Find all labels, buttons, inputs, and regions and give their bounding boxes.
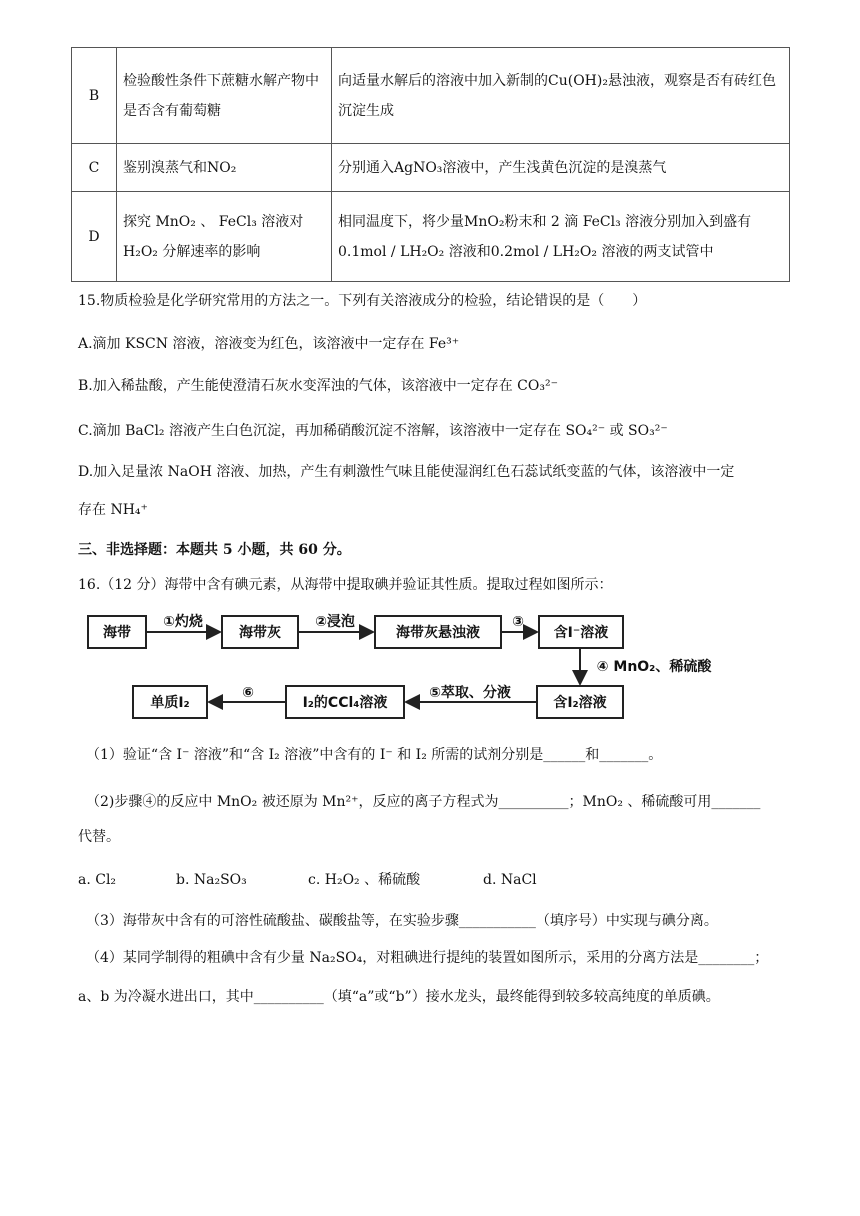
flow-box-label: 含I⁻溶液	[553, 625, 609, 641]
experiment-method: 分别通入AgNO₃溶液中，产生浅黄色沉淀的是溴蒸气	[332, 144, 790, 192]
question-16-part-2-continued: 代替。	[78, 829, 120, 845]
experiment-method: 向适量水解后的溶液中加入新制的Cu(OH)₂悬浊液，观察是否有砖红色沉淀生成	[332, 48, 790, 144]
answer-options	[78, 870, 537, 890]
question-16-part-1: （1）验证“含 I⁻ 溶液”和“含 I₂ 溶液”中含有的 I⁻ 和 I₂ 所需的试剂分别是______和_______。	[86, 747, 663, 763]
flow-step-label: ⑤萃取、分液	[429, 685, 511, 701]
option-b: B.加入稀盐酸，产生能使澄清石灰水变浑浊的气体，该溶液中一定存在 CO₃²⁻	[78, 378, 558, 394]
question-16-part-4: （4）某同学制得的粗碘中含有少量 Na₂SO₄，对粗碘进行提纯的装置如图所示，采用的分离方法是________；	[86, 950, 769, 966]
experiment-purpose: 探究 MnO₂ 、 FeCl₃ 溶液对 H₂O₂ 分解速率的影响	[117, 192, 332, 282]
option-d: D.加入足量浓 NaOH 溶液、加热，产生有刺激性气味且能使湿润红色石蕊试纸变蓝的气体，该溶液中一定	[78, 464, 735, 480]
row-label: B	[72, 48, 117, 144]
answer-option-c: c. H₂O₂ 、稀硫酸	[308, 872, 421, 888]
flow-box-label: 海带	[103, 625, 131, 641]
section-heading: 三、非选择题：本题共 5 小题，共 60 分。	[78, 542, 351, 558]
answer-option-a: a. Cl₂	[78, 872, 117, 888]
flow-box-label: 海带灰	[239, 625, 281, 641]
question-15-stem: 15.物质检验是化学研究常用的方法之一。下列有关溶液成分的检验，结论错误的是（ ）	[78, 293, 647, 309]
flow-box-label: I₂的CCl₄溶液	[302, 695, 388, 711]
flow-step-label: ①灼烧	[163, 614, 203, 630]
option-a: A.滴加 KSCN 溶液，溶液变为红色，该溶液中一定存在 Fe³⁺	[78, 336, 460, 352]
flow-box-label: 单质I₂	[150, 695, 190, 711]
experiment-purpose: 鉴别溴蒸气和NO₂	[117, 144, 332, 192]
answer-option-d: d. NaCl	[483, 872, 537, 888]
flow-step-label: ④ MnO₂、稀硫酸	[596, 659, 712, 675]
answer-option-b: b. Na₂SO₃	[176, 872, 247, 888]
question-16-stem: 16.（12 分）海带中含有碘元素，从海带中提取碘并验证其性质。提取过程如图所示：	[78, 577, 613, 593]
experiment-method: 相同温度下，将少量MnO₂粉末和 2 滴 FeCl₃ 溶液分别加入到盛有0.1mol / LH₂O₂ 溶液和0.2mol / LH₂O₂ 溶液的两支试管中	[332, 192, 790, 282]
question-16-part-4-continued: a、b 为冷凝水进出口，其中__________（填“a”或“b”）接水龙头，最终能得到较多较高纯度的单质碘。	[78, 989, 720, 1005]
question-16-part-2: （2)步骤④的反应中 MnO₂ 被还原为 Mn²⁺，反应的离子方程式为__________；MnO₂ 、稀硫酸可用_______	[86, 794, 761, 810]
option-c: C.滴加 BaCl₂ 溶液产生白色沉淀，再加稀硝酸沉淀不溶解，该溶液中一定存在 SO₄²⁻ 或 SO₃²⁻	[78, 423, 668, 439]
flow-step-label: ②浸泡	[315, 614, 355, 630]
experiment-purpose: 检验酸性条件下蔗糖水解产物中是否含有葡萄糖	[117, 48, 332, 144]
row-label: C	[72, 144, 117, 192]
question-16-part-3: （3）海带灰中含有的可溶性硫酸盐、碳酸盐等，在实验步骤___________（填序号）中实现与碘分离。	[86, 913, 718, 929]
flow-box-label: 海带灰悬浊液	[396, 625, 480, 641]
flow-box-label: 含I₂溶液	[553, 695, 607, 711]
row-label: D	[72, 192, 117, 282]
flow-step-label: ⑥	[242, 685, 254, 701]
flow-step-label: ③	[512, 614, 524, 630]
option-d-continued: 存在 NH₄⁺	[78, 502, 148, 518]
